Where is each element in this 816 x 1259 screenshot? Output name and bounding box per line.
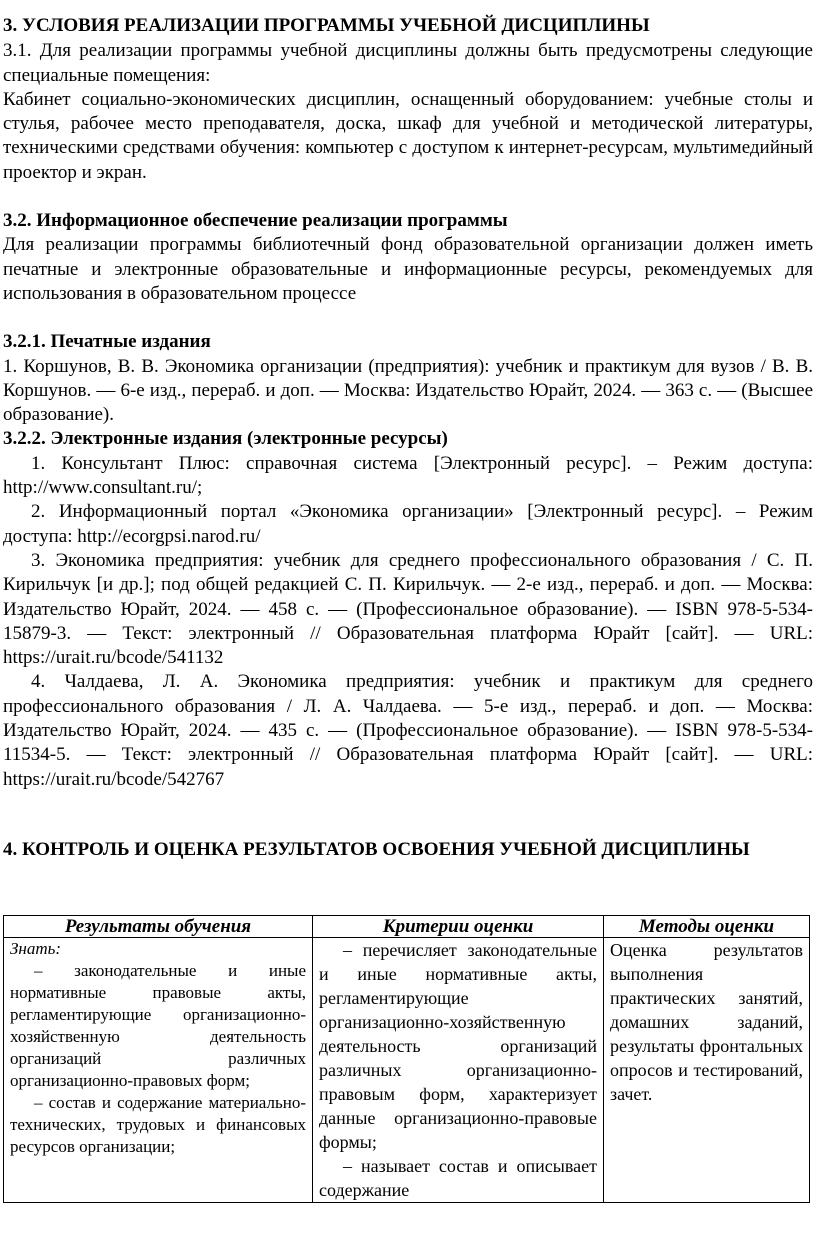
know-label: Знать:	[10, 939, 62, 958]
electronic-source-4: 4. Чалдаева, Л. А. Экономика предприятия: учебник и практикум для среднего профессионального образования / Л. А. Чалдаева. — 5-е изд., перераб. и доп. — Москва: Издательство Юрайт, 2024. — 435 с. — (Профессиональное образование). — ISBN 978-5-534-11534-5. — Текст: электронный // Образовательная платформа Юрайт [сайт]. — URL: https://urait.ru/bcode/542767	[3, 671, 813, 790]
electronic-source-2: 2. Информационный портал «Экономика организации» [Электронный ресурс]. – Режим доступа: http://ecorgpsi.narod.ru/	[3, 501, 813, 547]
header-criteria: Критерии оценки	[313, 916, 604, 938]
list-item: – состав и содержание материально-технических, трудовых и финансовых ресурсов организации;	[10, 1093, 306, 1156]
header-results: Результаты обучения	[4, 916, 313, 938]
paragraph-3-2: Для реализации программы библиотечный фонд образовательной организации должен иметь печатные и электронные образовательные и информационные ресурсы, рекомендуемых для использования в образовательном процессе	[3, 234, 813, 304]
list-item: – перечисляет законодательные и иные нормативные акты, регламентирующие организационно-хозяйственную деятельность организаций различных организационно-правовым форм, характеризует данные организационно-правовые формы;	[319, 940, 597, 1152]
heading-3-2: 3.2. Информационное обеспечение реализации программы	[3, 210, 508, 232]
printed-source-1: 1. Коршунов, В. В. Экономика организации (предприятия): учебник и практикум для вузов / В. В. Коршунов. — 6-е изд., перераб. и доп. — Москва: Издательство Юрайт, 2024. — 363 с. — (Высшее образование).	[3, 355, 813, 426]
cell-results	[4, 938, 313, 1203]
heading-3-2-2: 3.2.2. Электронные издания (электронные ресурсы)	[3, 428, 448, 450]
section3-title: 3. УСЛОВИЯ РЕАЛИЗАЦИИ ПРОГРАММЫ УЧЕБНОЙ ДИСЦИПЛИНЫ	[3, 15, 650, 36]
assessment-table	[3, 915, 810, 1203]
table-header-row	[4, 916, 810, 938]
section4-title: 4. КОНТРОЛЬ И ОЦЕНКА РЕЗУЛЬТАТОВ ОСВОЕНИЯ УЧЕБНОЙ ДИСЦИПЛИНЫ	[3, 838, 750, 860]
heading-3-2-1: 3.2.1. Печатные издания	[3, 331, 211, 353]
list-item: – называет состав и описывает содержание	[319, 1156, 597, 1200]
list-item: – законодательные и иные нормативные правовые акты, регламентирующие организационно-хозяйственную деятельность организаций различных организационно-правовых форм;	[10, 961, 307, 1090]
document-page	[3, 14, 813, 862]
table-row	[4, 938, 810, 1203]
cell-methods: Оценка результатов выполнения практических занятий, домашних заданий, результаты фронтальных опросов и тестирований, зачет.	[604, 938, 810, 1203]
header-methods: Методы оценки	[604, 916, 810, 938]
electronic-source-1: 1. Консультант Плюс: справочная система [Электронный ресурс]. – Режим доступа: http://www.consultant.ru/;	[3, 452, 813, 499]
cell-criteria	[313, 938, 604, 1203]
electronic-source-3: 3. Экономика предприятия: учебник для среднего профессионального образования / С. П. Кирильчук [и др.]; под общей редакцией С. П. Кирильчук. — 2-е изд., перераб. и доп. — Москва: Издательство Юрайт, 2024. — 458 с. — (Профессиональное образование). — ISBN 978-5-534-15879-3. — Текст: электронный // Образовательная платформа Юрайт [сайт]. — URL: https://urait.ru/bcode/541132	[3, 549, 813, 669]
paragraph-3-1: 3.1. Для реализации программы учебной дисциплины должны быть предусмотрены следующие специальные помещения:	[3, 40, 813, 86]
paragraph-cabinet: Кабинет социально-экономических дисциплин, оснащенный оборудованием: учебные столы и стулья, рабочее место преподавателя, доска, шкаф для учебной и методической литературы, техническими средствами обучения: компьютер с доступом к интернет-ресурсам, мультимедийный проектор и экран.	[3, 88, 813, 183]
